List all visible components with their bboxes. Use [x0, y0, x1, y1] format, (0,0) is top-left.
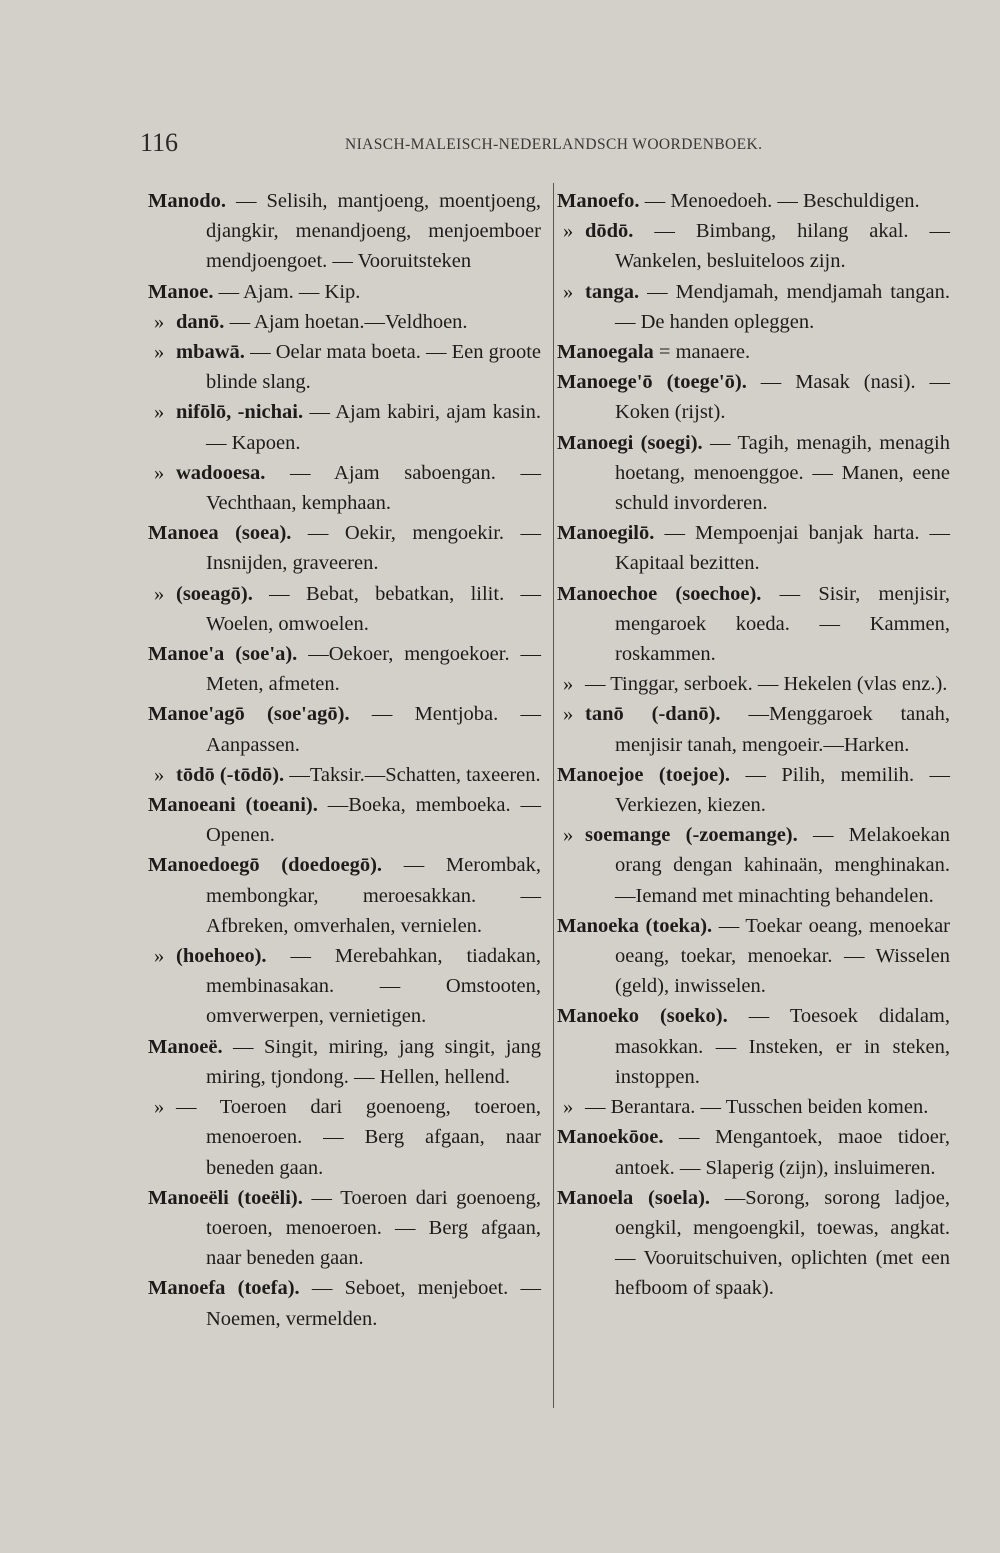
headword: Manoegilō. — [557, 522, 655, 545]
dictionary-entry — [557, 337, 950, 367]
dictionary-entry — [557, 1122, 950, 1182]
dictionary-entry — [148, 186, 541, 277]
definition: — Pilih, memilih. — Verkiezen, kiezen. — [615, 763, 950, 817]
headword: Manoefo. — [557, 190, 640, 212]
headword: Manoela (soela). — [557, 1186, 711, 1209]
definition: — Toeroen dari goenoeng, toeroen, menoeroen. — Berg afgaan, naar beneden gaan. — [176, 1096, 541, 1179]
definition: — Singit, miring, jang singit, jang miring, tjondong. — Hellen, hellend. — [206, 1035, 542, 1088]
dictionary-entry — [557, 911, 950, 1002]
definition: — Oelar mata boeta. — Een groote blinde slang. — [206, 341, 542, 394]
headword: Manoeëli (toeëli). — [148, 1186, 303, 1209]
ditto-mark: » — [154, 401, 165, 424]
headword: Manoe. — [148, 280, 214, 303]
dictionary-entry — [148, 518, 541, 578]
headword: Manoeko (soeko). — [557, 1005, 728, 1028]
headword: Manoeka (toeka). — [557, 914, 713, 937]
definition: —Menggaroek tanah, menjisir tanah, mengoeir.—Harken. — [615, 703, 950, 756]
definition: — Toesoek didalam, masokkan. — Insteken, er in steken, instoppen. — [615, 1005, 951, 1088]
definition: —Sorong, sorong ladjoe, oengkil, mengoengkil, toewas, angkat. — Vooruitschuiven, oplichten (met een hefboom of spaak). — [615, 1186, 951, 1300]
right-column — [557, 186, 950, 1304]
dictionary-entry — [557, 428, 950, 519]
page-header — [140, 128, 940, 168]
ditto-mark: » — [154, 461, 165, 484]
sub-entry — [148, 397, 541, 457]
dictionary-entry — [557, 760, 950, 820]
ditto-mark: » — [563, 673, 574, 696]
dictionary-entry — [557, 1183, 950, 1304]
definition: — Bimbang, hilang akal. — Wankelen, besluiteloos zijn. — [615, 220, 950, 273]
definition: — Mendjamah, mendjamah tangan. — De handen opleggen. — [615, 280, 950, 333]
dictionary-entry — [148, 1032, 541, 1092]
headword: Manoechoe (soechoe). — [557, 582, 762, 605]
ditto-mark: » — [154, 945, 165, 968]
definition: — Berantara. — Tusschen beiden komen. — [585, 1096, 929, 1119]
headword: (soeagō). — [176, 582, 253, 605]
definition: — Selisih, mantjoeng, moentjoeng, djangkir, menandjoeng, menjoemboer mendjoengoet. — Vooruitsteken — [206, 190, 542, 273]
column-divider — [553, 183, 554, 1408]
dictionary-entry — [557, 186, 950, 216]
sub-entry — [557, 669, 950, 699]
headword: Manoea (soea). — [148, 522, 292, 545]
ditto-mark: » — [154, 310, 165, 333]
headword: mbawā. — [176, 341, 245, 364]
sub-entry — [557, 699, 950, 759]
headword: Manoefa (toefa). — [148, 1277, 300, 1300]
definition: — Seboet, menjeboet. — Noemen, vermelden. — [206, 1277, 541, 1330]
sub-entry — [557, 216, 950, 276]
definition: — Merombak, membongkar, meroesakkan. — Afbreken, omverhalen, vernielen. — [206, 854, 541, 937]
page-number: 116 — [140, 128, 179, 157]
headword: Manoegala — [557, 341, 654, 364]
headword: Manoekōoe. — [557, 1126, 664, 1149]
dictionary-entry — [148, 639, 541, 699]
running-title: NIASCH-MALEISCH-NEDERLANDSCH WOORDENBOEK. — [345, 136, 763, 153]
dictionary-entry — [148, 277, 541, 307]
headword: Manoege'ō (toege'ō). — [557, 371, 747, 394]
dictionary-entry — [148, 1183, 541, 1274]
dictionary-entry — [557, 367, 950, 427]
headword: nifōlō, -nichai. — [176, 401, 304, 424]
sub-entry — [148, 760, 541, 790]
definition: — Toekar oeang, menoekar oeang, toekar, menoekar. — Wisselen (geld), inwisselen. — [615, 914, 951, 998]
definition: — Mempoenjai banjak harta. — Kapitaal bezitten. — [615, 522, 950, 575]
left-column — [148, 186, 541, 1334]
headword: Manoedoegō (doedoegō). — [148, 854, 383, 877]
dictionary-entry — [148, 699, 541, 759]
ditto-mark: » — [563, 220, 574, 243]
ditto-mark: » — [563, 824, 574, 847]
definition: — Tinggar, serboek. — Hekelen (vlas enz.). — [585, 673, 948, 696]
headword: Manoeani (toeani). — [148, 794, 318, 817]
definition: —Taksir.—Schatten, taxeeren. — [289, 763, 541, 786]
headword: soemange (-zoemange). — [585, 824, 798, 847]
sub-entry — [148, 337, 541, 397]
sub-entry — [148, 307, 541, 337]
headword: Manodo. — [148, 190, 227, 212]
dictionary-entry — [148, 850, 541, 941]
sub-entry — [148, 579, 541, 639]
headword: Manoe'a (soe'a). — [148, 643, 298, 666]
headword: tanga. — [585, 280, 640, 303]
definition: — Oekir, mengoekir. —Insnijden, graveeren. — [206, 522, 541, 575]
definition: — Mengantoek, maoe tidoer, antoek. — Slaperig (zijn), insluimeren. — [615, 1126, 951, 1179]
sub-entry — [557, 1092, 950, 1122]
ditto-mark: » — [154, 341, 165, 364]
headword: danō. — [176, 310, 225, 333]
sub-entry — [148, 1092, 541, 1183]
definition: = manaere. — [658, 341, 751, 364]
definition: — Sisir, menjisir, mengaroek koeda. — Kammen, roskammen. — [615, 582, 951, 666]
ditto-mark: » — [563, 703, 574, 726]
definition: — Ajam. — Kip. — [218, 280, 361, 303]
definition: — Melakoekan orang dengan kahinaän, menghinakan.—Iemand met minachting behandelen. — [615, 824, 950, 907]
definition: —Boeka, memboeka. — Openen. — [206, 794, 541, 847]
ditto-mark: » — [154, 1096, 165, 1119]
headword: tōdō (-tōdō). — [176, 763, 285, 786]
definition: — Bebat, bebatkan, lilit. — Woelen, omwoelen. — [206, 582, 541, 635]
definition: — Tagih, menagih, menagih hoetang, menoenggoe. — Manen, eene schuld invorderen. — [615, 431, 950, 515]
definition: — Ajam kabiri, ajam kasin. — Kapoen. — [206, 401, 541, 454]
headword: wadooesa. — [176, 461, 266, 484]
ditto-mark: » — [563, 280, 574, 303]
definition: — Ajam hoetan.—Veldhoen. — [229, 310, 468, 333]
definition: — Masak (nasi). — Koken (rijst). — [615, 371, 950, 424]
headword: tanō (-danō). — [585, 703, 721, 726]
sub-entry — [148, 458, 541, 518]
definition: —Oekoer, mengoekoer. — Meten, afmeten. — [206, 643, 541, 696]
dictionary-entry — [557, 1001, 950, 1092]
headword: Manoejoe (toejoe). — [557, 763, 731, 786]
definition: — Toeroen dari goenoeng, toeroen, menoeroen. — Berg afgaan, naar beneden gaan. — [206, 1186, 541, 1270]
headword: Manoegi (soegi). — [557, 431, 703, 454]
dictionary-entry — [557, 579, 950, 670]
headword: Manoeë. — [148, 1035, 223, 1058]
definition: — Merebahkan, tiadakan, membinasakan. — Omstooten, omverwerpen, vernietigen. — [206, 945, 542, 1028]
headword: (hoehoeo). — [176, 945, 267, 968]
dictionary-entry — [148, 790, 541, 850]
dictionary-entry — [557, 518, 950, 578]
sub-entry — [148, 941, 541, 1032]
headword: Manoe'agō (soe'agō). — [148, 703, 350, 726]
sub-entry — [557, 277, 950, 337]
sub-entry — [557, 820, 950, 911]
ditto-mark: » — [154, 763, 165, 786]
ditto-mark: » — [563, 1096, 574, 1119]
definition: — Ajam saboengan. — Vechthaan, kemphaan. — [206, 461, 541, 515]
definition: — Menoedoeh. — Beschuldigen. — [644, 190, 920, 212]
definition: — Mentjoba. — Aanpassen. — [206, 703, 541, 756]
dictionary-entry — [148, 1273, 541, 1333]
ditto-mark: » — [154, 582, 165, 605]
headword: dōdō. — [585, 220, 634, 243]
